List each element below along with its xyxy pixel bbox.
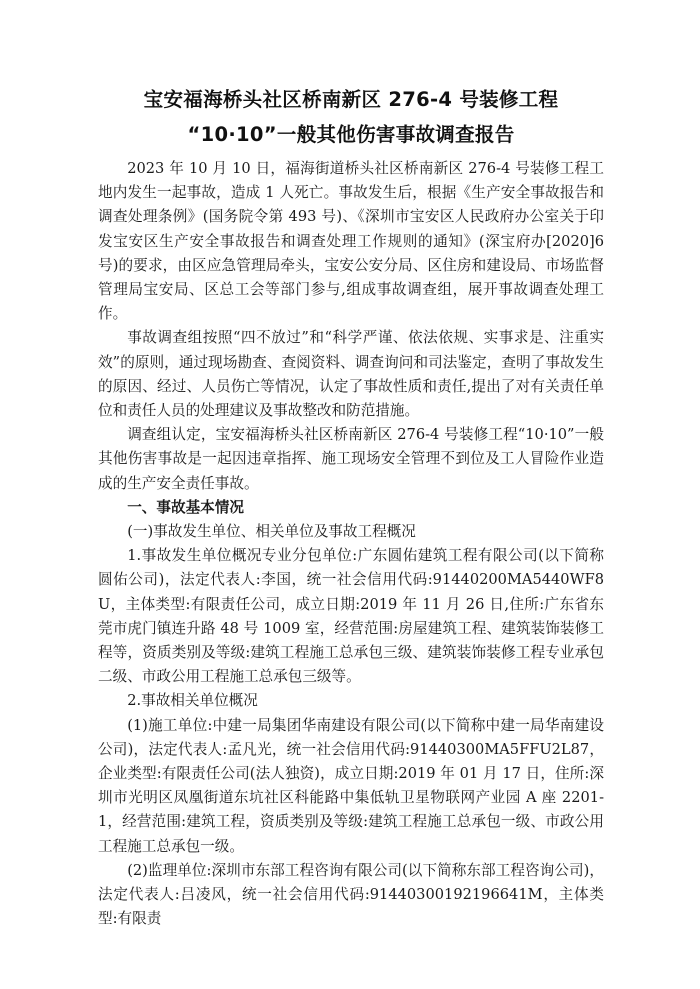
related-units-heading: 2.事故相关单位概况 [127, 692, 258, 710]
section-heading-basic-info: 一、事故基本情况 [127, 498, 244, 516]
document-body [98, 157, 604, 932]
document-title [98, 82, 604, 152]
investigation-principles-paragraph: 事故调查组按照“四不放过”和“科学严谨、依法依规、实事求是、注重实效”的原则，通过现场勘查、查阅资料、调查询问和司法鉴定，查明了事故发生的原因、经过、人员伤亡等情况，认定了事故性质和责任,提出了对有关责任单位和责任人员的处理建议及事故整改和防范措施。 [98, 329, 604, 420]
subsection-heading-units: (一)事故发生单位、相关单位及事故工程概况 [127, 523, 416, 541]
conclusion-paragraph: 调查组认定，宝安福海桥头社区桥南新区 276-4 号装修工程“10·10”一般其他伤害事故是一起因违章指挥、施工现场安全管理不到位及工人冒险作业造成的生产安全责任事故。 [98, 426, 604, 492]
intro-paragraph: 2023 年 10 月 10 日，福海街道桥头社区桥南新区 276-4 号装修工程工地内发生一起事故，造成 1 人死亡。事故发生后，根据《生产安全事故报告和调查处理条例》(国务院令第 493 号)、《深圳市宝安区人民政府办公室关于印发宝安区生产安全事故报告和调查处理工作规则的通知》(深宝府办[2020]6 号)的要求，由区应急管理局牵头，宝安公安分局、区住房和建设局、市场监督管理局宝安局、区总工会等部门参与,组成事故调查组，展开事故调查处理工作。 [98, 160, 604, 323]
document-page [98, 82, 604, 932]
construction-unit-paragraph: (1)施工单位:中建一局集团华南建设有限公司(以下简称中建一局华南建设公司)，法定代表人:孟凡光，统一社会信用代码:91440300MA5FFU2L87，企业类型:有限责任公司(法人独资)，成立日期:2019 年 01 月 17 日，住所:深圳市光明区凤凰街道东坑社区科能路中集低轨卫星物联网产业园 A 座 2201-1，经营范围:建筑工程，资质类别及等级:建筑工程施工总承包一级、市政公用工程施工总承包一级。 [98, 716, 604, 855]
supervision-unit-paragraph: (2)监理单位:深圳市东部工程咨询有限公司(以下简称东部工程咨询公司)，法定代表人:吕凌风，统一社会信用代码:91440300192196641M，主体类型:有限责 [98, 861, 604, 928]
title-line-2: “10·10”一般其他伤害事故调查报告 [187, 123, 515, 146]
accident-unit-paragraph: 1.事故发生单位概况专业分包单位:广东圆佑建筑工程有限公司(以下简称圆佑公司)，法定代表人:李国，统一社会信用代码:91440200MA5440WF8U，主体类型:有限责任公司，成立日期:2019 年 11 月 26 日,住所:广东省东莞市虎门镇连升路 48 号 1009 室，经营范围:房屋建筑工程、建筑装饰装修工程等，资质类别及等级:建筑工程施工总承包三级、建筑装饰装修工程专业承包二级、市政公用工程施工总承包三级等。 [98, 547, 604, 686]
title-line-1: 宝安福海桥头社区桥南新区 276-4 号装修工程 [143, 88, 559, 111]
